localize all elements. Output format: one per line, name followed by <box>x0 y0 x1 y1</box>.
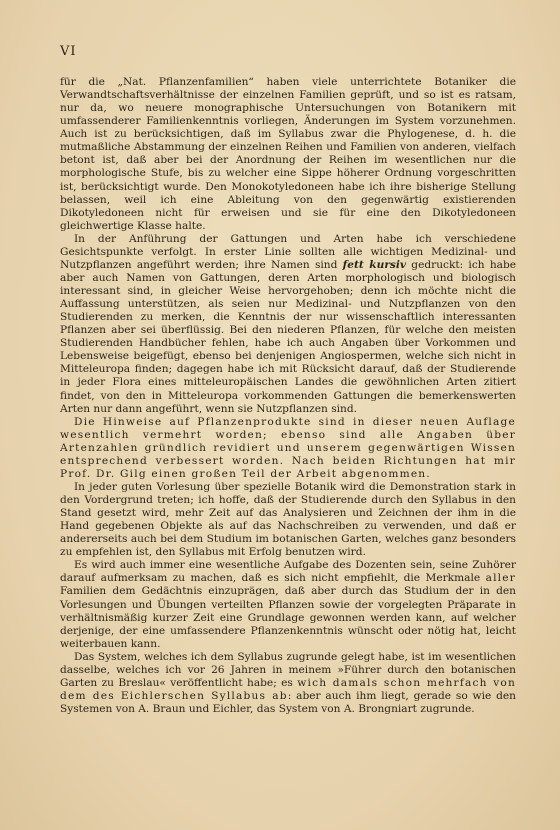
bold-italic-term: fett kursiv <box>342 258 407 271</box>
body-text <box>60 76 516 716</box>
paragraph-6 <box>60 651 516 716</box>
paragraph-6-text-a: Das System, welches ich dem Syllabus zugrunde gelegt habe, ist im wesentlichen dasselbe, welches ich vor 26 Jahren in meinem »Führer durch den botanischen Garten zu Breslau« veröffentlicht habe; es <box>60 650 516 689</box>
paragraph-1: für die „Nat. Pflanzenfamilien“ haben viele unterrichtete Botaniker die Verwandtschaftsverhältnisse der einzelnen Familien geprüft, und so ist es ratsam, nur da, wo neuere monographische Untersuchungen von Botanikern mit umfassenderer Familienkenntnis vorliegen, Änderungen im System vorzunehmen. Auch ist zu berücksichtigen, daß im Syllabus zwar die Phylogenese, d. h. die mutmaßliche Abstammung der einzelnen Reihen und Familien von anderen, vielfach betont ist, daß aber bei der Anordnung der Reihen im wesentlichen nur die morphologische Stufe, bis zu welcher eine Sippe höherer Ordnung vorgeschritten ist, berücksichtigt wurde. Den Monokotyledoneen habe ich ihre bisherige Stellung belassen, weil ich eine Ableitung von den gegenwärtig existierenden Dikotyledoneen nicht für erweisen und sie für eine den Dikotyledoneen gleichwertige Klasse halte. <box>60 76 516 232</box>
paragraph-5-text-b: Familien dem Gedächtnis einzuprägen, daß aber durch das Studium der in den Vorlesungen und Übungen verteilten Pflanzen sowie der vorgelegten Präparate in verhältnismäßig kurzer Zeit eine Grundlage gewonnen werden kann, auf welcher derjenige, der eine umfassendere Pflanzenkenntnis wünscht oder nötig hat, leicht weiterbauen kann. <box>60 585 516 650</box>
paragraph-3: Die Hinweise auf Pflanzenprodukte sind in dieser neuen Auflage wesentlich vermehrt worden; ebenso sind alle Angaben über Artenzahlen gründlich revidiert und unserem gegenwärtigen Wissen entsprechend verbessert worden. Nach beiden Richtungen hat mir Prof. Dr. Gilg einen großen Teil der Arbeit abgenommen. <box>60 415 516 480</box>
paragraph-5-text-a: Es wird auch immer eine wesentliche Aufgabe des Dozenten sein, seine Zuhörer darauf aufmerksam zu machen, daß es sich nicht empfiehlt, die Merkmale <box>60 559 516 585</box>
paragraph-4: In jeder guten Vorlesung über spezielle Botanik wird die Demonstration stark in den Vordergrund treten; ich hoffe, daß der Studierende durch den Syllabus in den Stand gesetzt wird, mehr Zeit auf das Analysieren und Zeichnen der ihm in die Hand gegebenen Objekte als auf das Nachschreiben zu verwenden, und daß er andererseits auch bei dem Studium im botanischen Garten, welches ganz besonders zu empfehlen ist, den Syllabus mit Erfolg benutzen wird. <box>60 480 516 559</box>
page-number: VI <box>60 44 77 59</box>
paragraph-2-text-b: gedruckt: ich habe aber auch Namen von Gattungen, deren Arten morphologisch und biologisch interessant sind, in gleicher Weise hervorgehoben; denn ich möchte nicht die Auffassung unterstützen, als seien nur Medizinal- und Nutzpflanzen von den Studierenden zu merken, die Kenntnis der nur wissenschaftlich interessanten Pflanzen aber sei überflüssig. Bei den niederen Pflanzen, für welche den meisten Studierenden Handbücher fehlen, habe ich auch Angaben über Vorkommen und Lebensweise beigefügt, ebenso bei denjenigen Angiospermen, welche sich nicht in Mitteleuropa finden; dagegen habe ich mit Rücksicht darauf, daß der Studierende in jeder Flora eines mitteleuropäischen Landes die gewöhnlichen Arten zitiert findet, von den in Mitteleuropa vorkommenden Gattungen die bemerkenswerten Arten nur dann angeführt, wenn sie Nutzpflanzen sind. <box>60 258 517 415</box>
paragraph-2-text-a: In der Anführung der Gattungen und Arten habe ich verschiedene Gesichtspunkte verfolgt. In erster Linie sollten alle wichtigen Medizinal- und Nutzpflanzen angeführt werden; ihre Namen sind <box>60 232 516 271</box>
spaced-emphasis-2: wich damals schon mehrfach von dem des Eichlerschen Syllabus ab <box>60 676 516 702</box>
paragraph-5 <box>60 559 516 650</box>
spaced-emphasis: aller <box>485 572 516 585</box>
paragraph-2 <box>60 233 516 416</box>
paragraph-6-text-b: : aber auch ihm liegt, gerade so wie den Systemen von A. Braun und Eichler, das System von A. Brongniart zugrunde. <box>60 689 517 715</box>
